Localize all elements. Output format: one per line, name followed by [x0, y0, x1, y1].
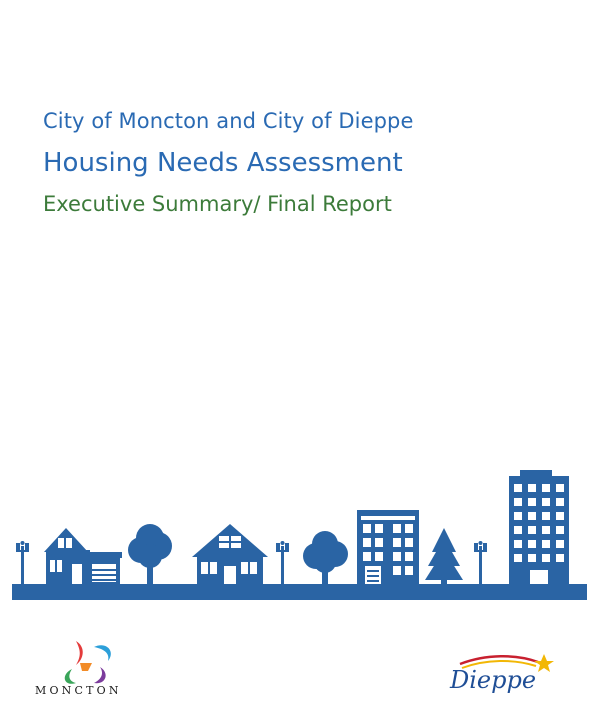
street-lamp-icon [474, 541, 487, 584]
house-icon [192, 524, 268, 584]
cityscape-illustration [0, 460, 609, 610]
ground-bar [12, 584, 587, 600]
house-icon [44, 528, 122, 584]
title-block [43, 104, 413, 220]
report-subtitle: Executive Summary/ Final Report [43, 192, 392, 216]
street-lamp-icon [276, 541, 289, 584]
tree-icon [303, 531, 348, 584]
street-lamp-icon [16, 541, 29, 584]
tree-icon [128, 524, 172, 584]
apartment-building-icon [357, 510, 419, 584]
report-title: Housing Needs Assessment [43, 148, 403, 178]
cities-heading: City of Moncton and City of Dieppe [43, 109, 414, 133]
moncton-wordmark: MONCTON [35, 684, 122, 697]
office-tower-icon [509, 470, 569, 584]
pine-tree-icon [425, 528, 463, 584]
dieppe-wordmark: Dieppe [450, 666, 537, 694]
dieppe-logo [446, 650, 556, 696]
